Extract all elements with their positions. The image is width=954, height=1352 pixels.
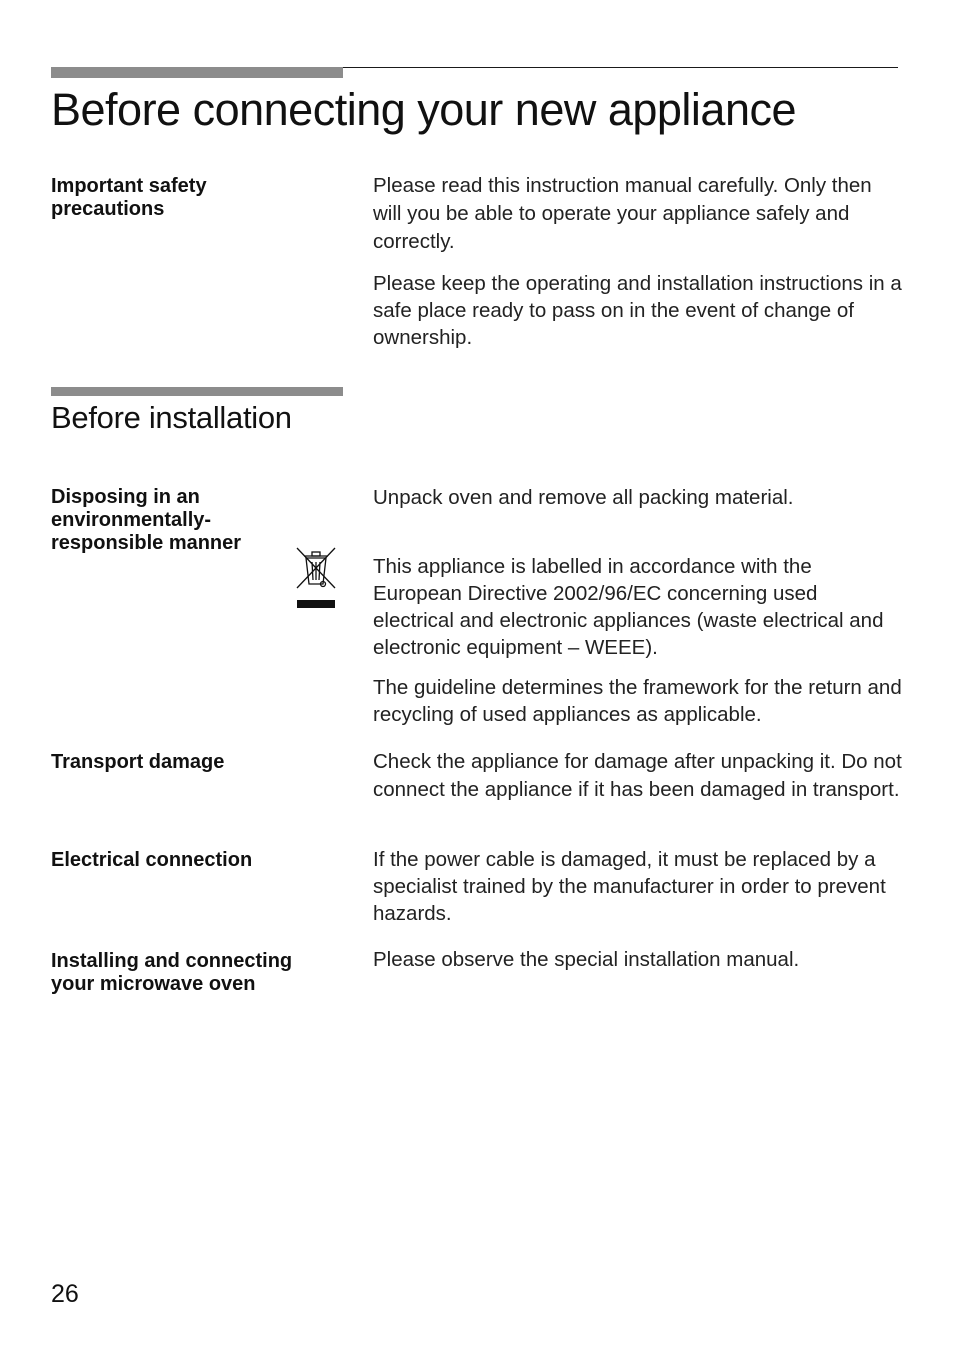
disposing-paragraph-2: This appliance is labelled in accordance with the European Directive 2002/96/EC concerning used electrical and electronic appliances (waste electrical and electronic equipment – WEEE). xyxy=(373,555,884,659)
transport-label: Transport damage xyxy=(51,751,225,773)
electrical-paragraph: If the power cable is damaged, it must be replaced by a specialist trained by the manufacturer in order to prevent hazards. xyxy=(373,848,886,925)
disposing-paragraph-3: The guideline determines the framework for the return and recycling of used appliances as applicable. xyxy=(373,676,902,726)
page-title: Before connecting your new appliance xyxy=(51,84,797,135)
disposing-label: Disposing in an environmentally-responsible manner xyxy=(51,486,242,554)
disposing-paragraph-1: Unpack oven and remove all packing material. xyxy=(373,486,794,509)
weee-crossed-bin-icon xyxy=(294,544,338,610)
electrical-label: Electrical connection xyxy=(51,849,253,871)
microwave-label: Installing and connecting your microwave oven xyxy=(51,950,293,995)
safety-label: Important safety precautions xyxy=(51,175,207,220)
safety-paragraph-1: Please read this instruction manual carefully. Only then will you be able to operate your appliance safely and correctly. xyxy=(373,174,872,253)
transport-paragraph: Check the appliance for damage after unpacking it. Do not connect the appliance if it has been damaged in transport. xyxy=(373,750,902,801)
section-heading: Before installation xyxy=(51,400,292,435)
safety-paragraph-2: Please keep the operating and installation instructions in a safe place ready to pass on in the event of change of ownership. xyxy=(373,272,902,349)
page-number: 26 xyxy=(51,1280,79,1308)
microwave-paragraph: Please observe the special installation manual. xyxy=(373,948,800,971)
title-accent-bar xyxy=(51,67,343,78)
title-rule xyxy=(343,67,898,68)
section-accent-bar xyxy=(51,387,343,396)
